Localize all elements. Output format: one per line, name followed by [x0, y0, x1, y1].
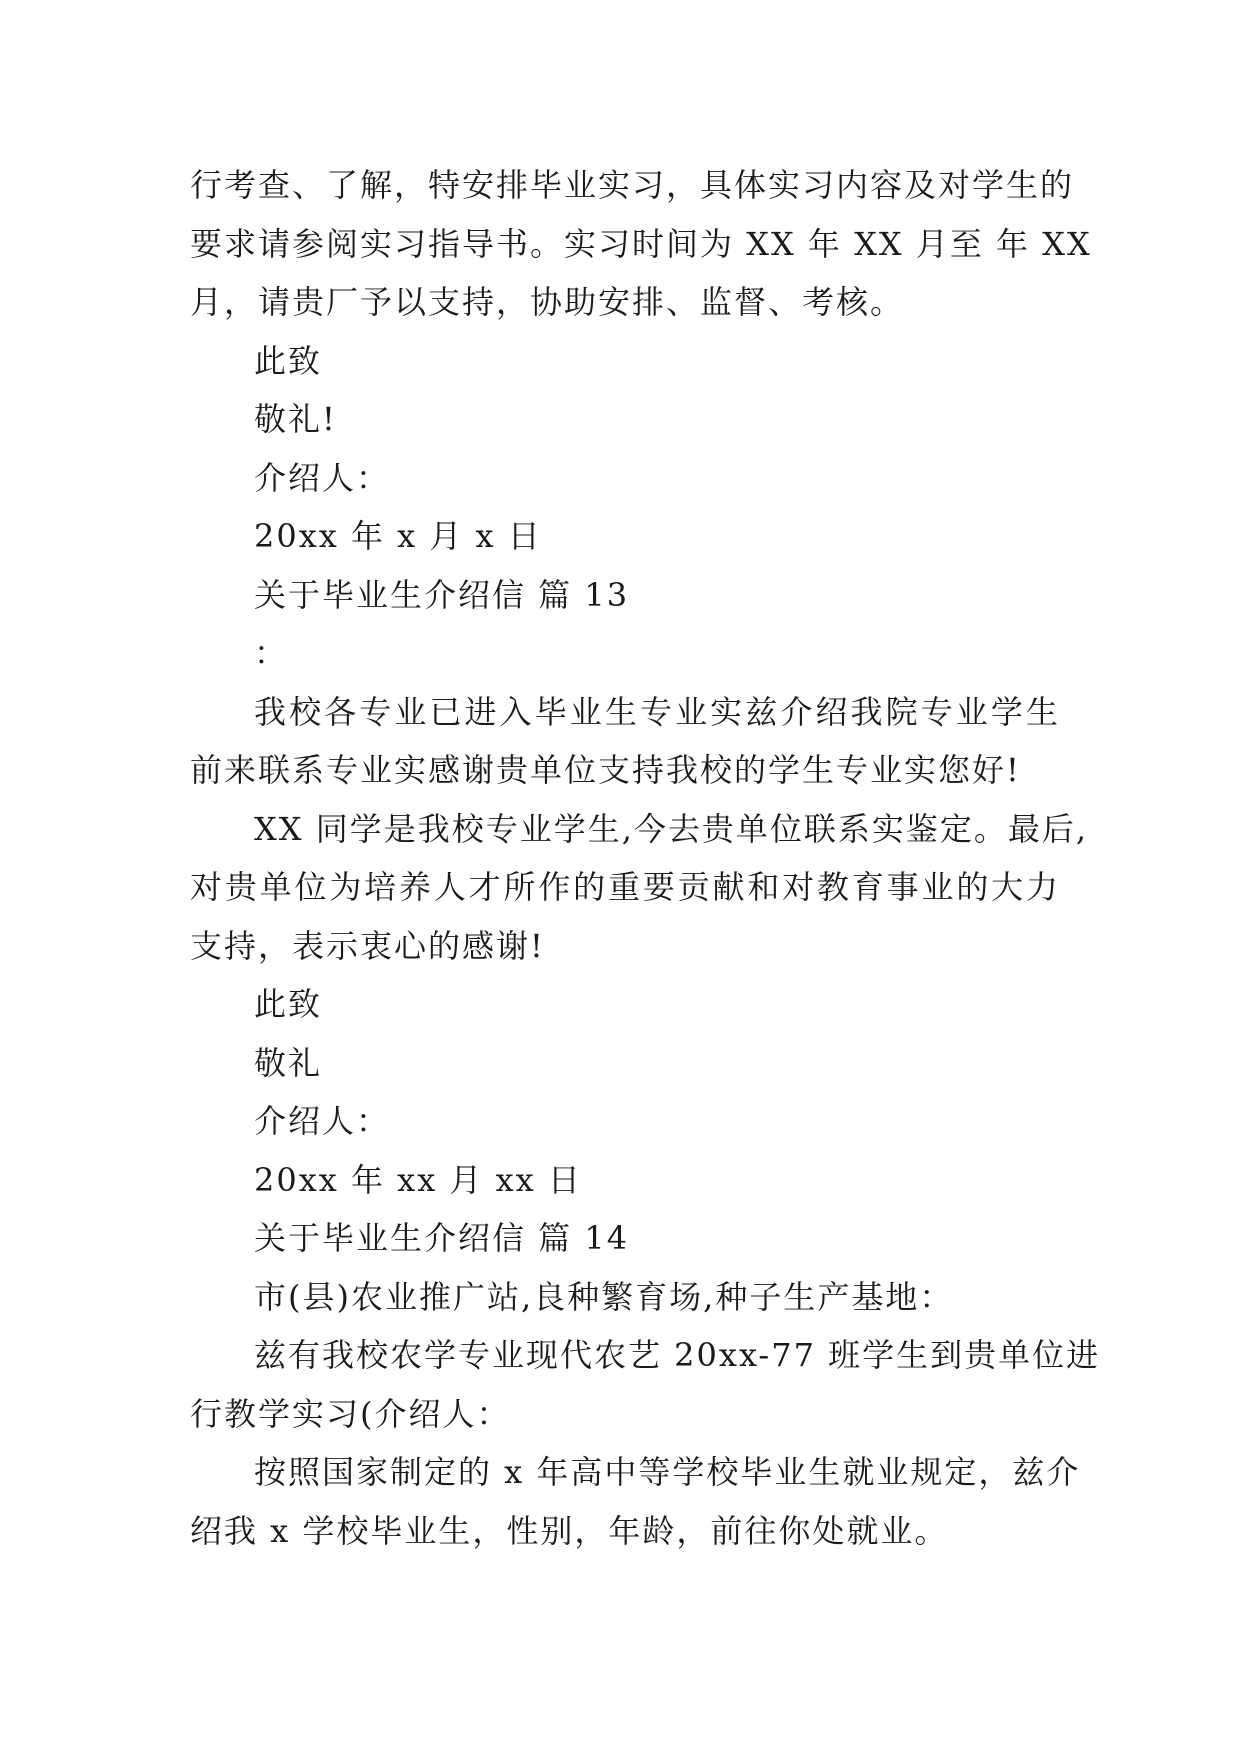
text-line: 对贵单位为培养人才所作的重要贡献和对教育事业的大力 [190, 868, 1060, 906]
recipient-line: 市(县)农业推广站,良种繁育场,种子生产基地： [254, 1277, 954, 1316]
letter-date: 20xx 年 x 月 x 日 [254, 517, 542, 555]
introducer-label: 介绍人： [254, 458, 391, 497]
closing-regards: 敬礼 [254, 1043, 323, 1082]
section-heading: 关于毕业生介绍信 篇 13 [254, 575, 630, 614]
text-line: 我校各专业已进入毕业生专业实兹介绍我院专业学生 [254, 692, 1060, 731]
text-line: 支持，表示衷心的感谢! [190, 926, 545, 965]
letter-date: 20xx 年 xx 月 xx 日 [254, 1160, 582, 1199]
text-line: 行教学实习(介绍人： [190, 1394, 511, 1433]
text-line: 前来联系专业实感谢贵单位支持我校的学生专业实您好! [190, 751, 1021, 789]
text-line: 绍我 x 学校毕业生，性别，年龄，前往你处就业。 [190, 1511, 949, 1550]
closing-regards: 敬礼! [254, 400, 337, 438]
text-line: 按照国家制定的 x 年高中等学校毕业生就业规定，兹介 [254, 1453, 1081, 1491]
letter-body [190, 156, 1101, 1560]
text-line: 月，请贵厂予以支持，协助安排、监督、考核。 [190, 283, 905, 321]
text-line: 行考查、了解，特安排毕业实习，具体实习内容及对学生的 [190, 166, 1075, 204]
recipient-line: ： [254, 634, 289, 672]
text-line: 要求请参阅实习指导书。实习时间为 XX 年 XX 月至 年 XX [190, 224, 1092, 263]
text-line: 兹有我校农学专业现代农艺 20xx-77 班学生到贵单位进 [254, 1336, 1101, 1374]
closing-salutation: 此致 [254, 985, 323, 1023]
text-line: XX 同学是我校专业学生,今去贵单位联系实鉴定。最后, [254, 809, 1089, 848]
introducer-label: 介绍人： [254, 1102, 391, 1140]
section-heading: 关于毕业生介绍信 篇 14 [254, 1219, 630, 1257]
closing-salutation: 此致 [254, 341, 323, 380]
